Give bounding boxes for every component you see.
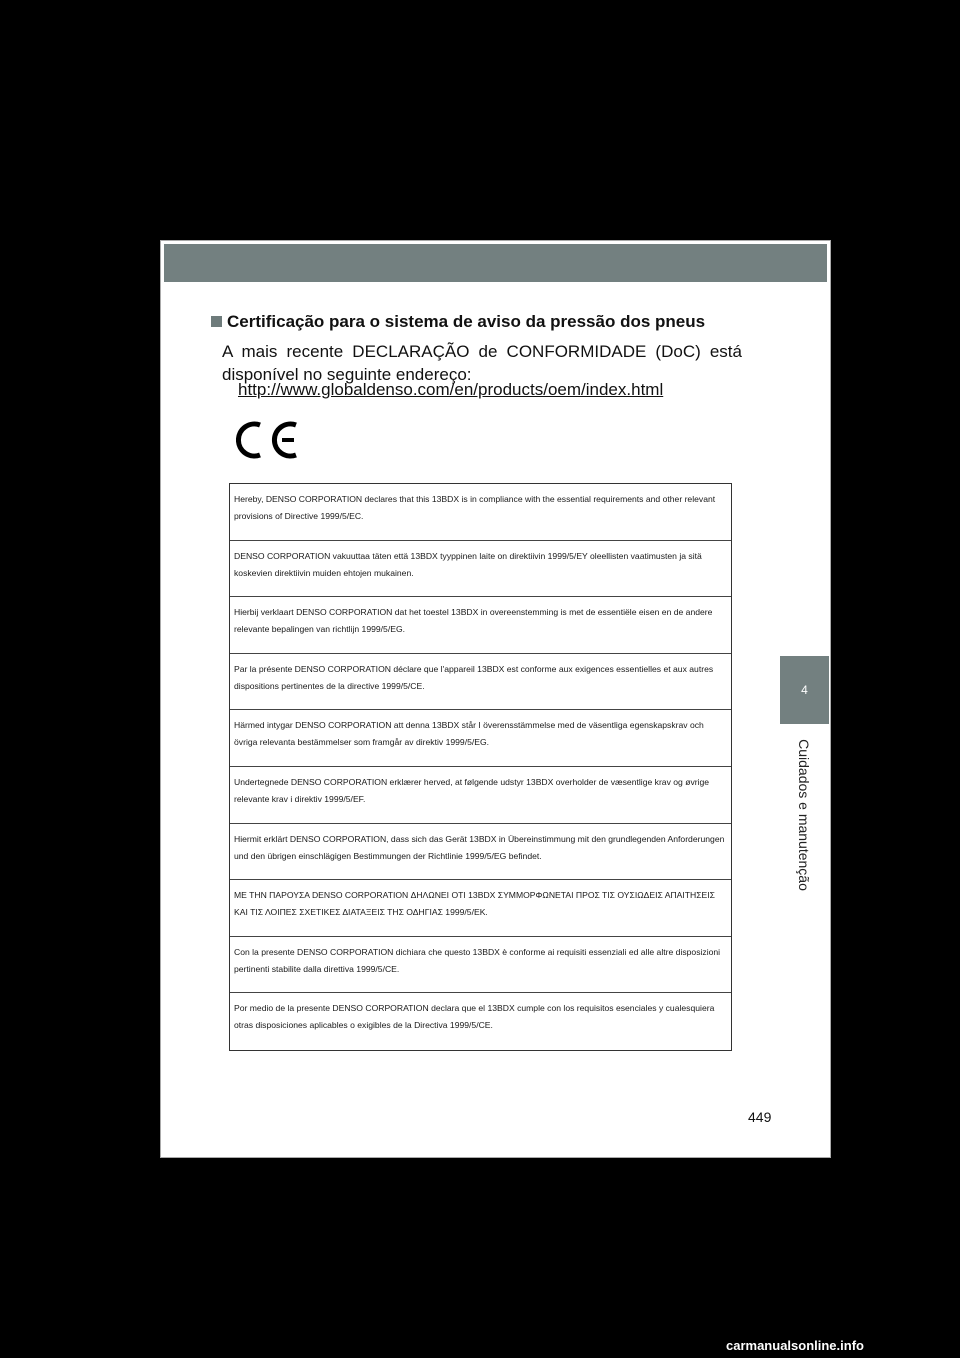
body-paragraph: A mais recente DECLARAÇÃO de CONFORMIDADE (DoC) está disponível no seguinte endereço: — [222, 342, 742, 384]
section-title: Certificação para o sistema de aviso da pressão dos pneus — [227, 312, 706, 331]
declaration-sv: Härmed intygar DENSO CORPORATION att denna 13BDX står I överensstämmelse med de väsentliga egenskapskrav och övriga relevanta bestämmelser som framgår av direktiv 1999/5/EG. — [230, 710, 731, 767]
declaration-de: Hiermit erklärt DENSO CORPORATION, dass sich das Gerät 13BDX in Übereinstimmung mit den grundlegenden Anforderungen und den übrigen einschlägigen Bestimmungen der Richtlinie 1999/5/EG befindet. — [230, 824, 731, 881]
declaration-fi: DENSO CORPORATION vakuuttaa täten että 13BDX tyyppinen laite on direktiivin 1999/5/EY oleellisten vaatimusten ja sitä koskevien direktiivin muiden ehtojen mukainen. — [230, 541, 731, 598]
declaration-it: Con la presente DENSO CORPORATION dichiara che questo 13BDX è conforme ai requisiti essenziali ed alle altre disposizioni pertinenti stabilite dalla direttiva 1999/5/CE. — [230, 937, 731, 994]
chapter-tab[interactable] — [780, 656, 829, 724]
page-number: 449 — [748, 1109, 772, 1125]
declaration-da: Undertegnede DENSO CORPORATION erklærer herved, at følgende udstyr 13BDX overholder de væsentlige krav og øvrige relevante krav i direktiv 1999/5/EF. — [230, 767, 731, 824]
declaration-en: Hereby, DENSO CORPORATION declares that this 13BDX is in compliance with the essential requirements and other relevant provisions of Directive 1999/5/EC. — [230, 484, 731, 541]
doc-url-link[interactable]: http://www.globaldenso.com/en/products/oem/index.html — [238, 380, 664, 399]
declarations-table — [229, 483, 732, 1051]
square-bullet-icon — [211, 316, 222, 327]
chapter-title: Cuidados e manutenção — [796, 739, 812, 891]
chapter-side-label — [794, 730, 814, 900]
watermark-text: carmanualsonline.info — [726, 1338, 864, 1353]
declaration-es: Por medio de la presente DENSO CORPORATION declara que el 13BDX cumple con los requisitos esenciales y cualesquiera otras disposiciones aplicables o exigibles de la Directiva 1999/5/CE. — [234, 1003, 715, 1031]
declaration-fr: Par la présente DENSO CORPORATION déclare que l'appareil 13BDX est conforme aux exigences essentielles et aux autres dispositions pertinentes de la directive 1999/5/CE. — [230, 654, 731, 711]
header-bar — [164, 244, 827, 282]
declaration-nl: Hierbij verklaart DENSO CORPORATION dat het toestel 13BDX in overeenstemming is met de essentiële eisen en de andere relevante bepalingen van richtlijn 1999/5/EG. — [230, 597, 731, 654]
chapter-number: 4 — [801, 683, 808, 697]
declaration-el: ΜΕ ΤΗΝ ΠΑΡΟΥΣΑ DENSO CORPORATION ΔΗΛΩΝΕΙ ΟΤΙ 13BDX ΣΥΜΜΟΡΦΩΝΕΤΑΙ ΠΡΟΣ ΤΙΣ ΟΥΣΙΩΔΕΙΣ ΑΠΑΙΤΗΣΕΙΣ ΚΑΙ ΤΙΣ ΛΟΙΠΕΣ ΣΧΕΤΙΚΕΣ ΔΙΑΤΑΞΕΙΣ ΤΗΣ ΟΔΗΓΙΑΣ 1999/5/ΕΚ. — [230, 880, 731, 937]
manual-page — [160, 240, 831, 1158]
ce-mark-icon — [236, 419, 300, 461]
section-heading — [211, 312, 705, 332]
